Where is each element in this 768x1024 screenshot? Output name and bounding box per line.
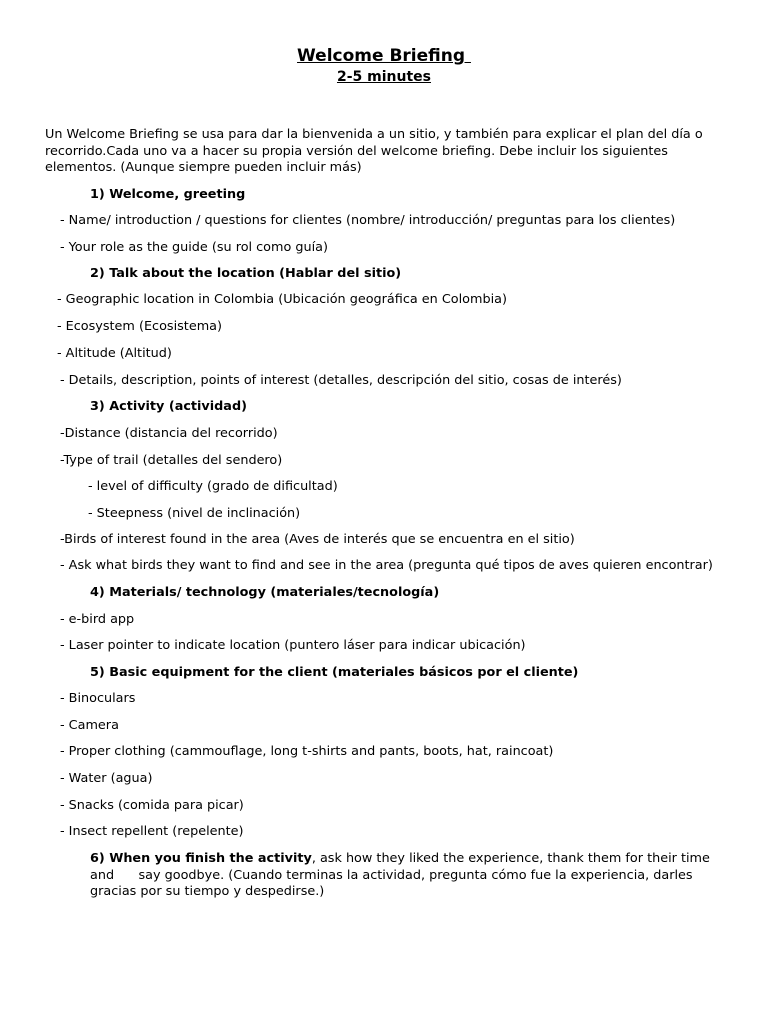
section-heading-activity: 3) Activity (actividad) <box>90 399 247 414</box>
final-paragraph <box>90 851 714 901</box>
list-item: - Proper clothing (cammouflage, long t-shirts and pants, boots, hat, raincoat) <box>60 744 554 759</box>
list-item: - Camera <box>60 718 119 733</box>
list-item: -Distance (distancia del recorrido) <box>60 426 278 441</box>
document-subtitle: 2-5 minutes <box>336 69 431 85</box>
list-item: - level of difficulty (grado de dificultad) <box>88 479 338 494</box>
section-heading-welcome: 1) Welcome, greeting <box>90 187 246 202</box>
final-text: , ask how they liked the experience, thank them for their time and say goodbye. (Cuando terminas la actividad, pregunta cómo fue la experiencia, darles gracias por su tiempo y despedirse.) <box>90 851 714 899</box>
final-heading: 6) When you finish the activity <box>90 851 312 866</box>
list-item: - Details, description, points of interest (detalles, descripción del sitio, cosas de interés) <box>60 373 622 388</box>
list-item: - Water (agua) <box>60 771 153 786</box>
list-item: - Geographic location in Colombia (Ubicación geográfica en Colombia) <box>57 292 507 307</box>
section-heading-equipment: 5) Basic equipment for the client (materiales básicos por el cliente) <box>90 665 579 680</box>
list-item: - Laser pointer to indicate location (puntero láser para indicar ubicación) <box>60 638 526 653</box>
document-title: Welcome Briefing <box>297 46 471 66</box>
list-item: - Altitude (Altitud) <box>57 346 172 361</box>
list-item: - e-bird app <box>60 612 135 627</box>
list-item: - Steepness (nivel de inclinación) <box>88 506 301 521</box>
list-item: - Ecosystem (Ecosistema) <box>57 319 222 334</box>
list-item: - Insect repellent (repelente) <box>60 824 244 839</box>
list-item: - Name/ introduction / questions for clientes (nombre/ introducción/ preguntas para los clientes) <box>60 213 676 228</box>
list-item: -Birds of interest found in the area (Aves de interés que se encuentra en el sitio) <box>60 532 575 547</box>
list-item: - Ask what birds they want to find and see in the area (pregunta qué tipos de aves quieren encontrar) <box>60 558 713 573</box>
section-heading-materials: 4) Materials/ technology (materiales/tecnología) <box>90 585 440 600</box>
list-item: -Type of trail (detalles del sendero) <box>60 453 283 468</box>
list-item: - Your role as the guide (su rol como guía) <box>60 240 328 255</box>
intro-paragraph: Un Welcome Briefing se usa para dar la bienvenida a un sitio, y también para explicar el plan del día o recorrido.Cada uno va a hacer su propia versión del welcome briefing. Debe incluir los siguientes elementos. (Aunque siempre pueden incluir más) <box>45 127 703 175</box>
list-item: - Snacks (comida para picar) <box>60 798 244 813</box>
list-item: - Binoculars <box>60 691 136 706</box>
section-heading-location: 2) Talk about the location (Hablar del sitio) <box>90 266 402 281</box>
